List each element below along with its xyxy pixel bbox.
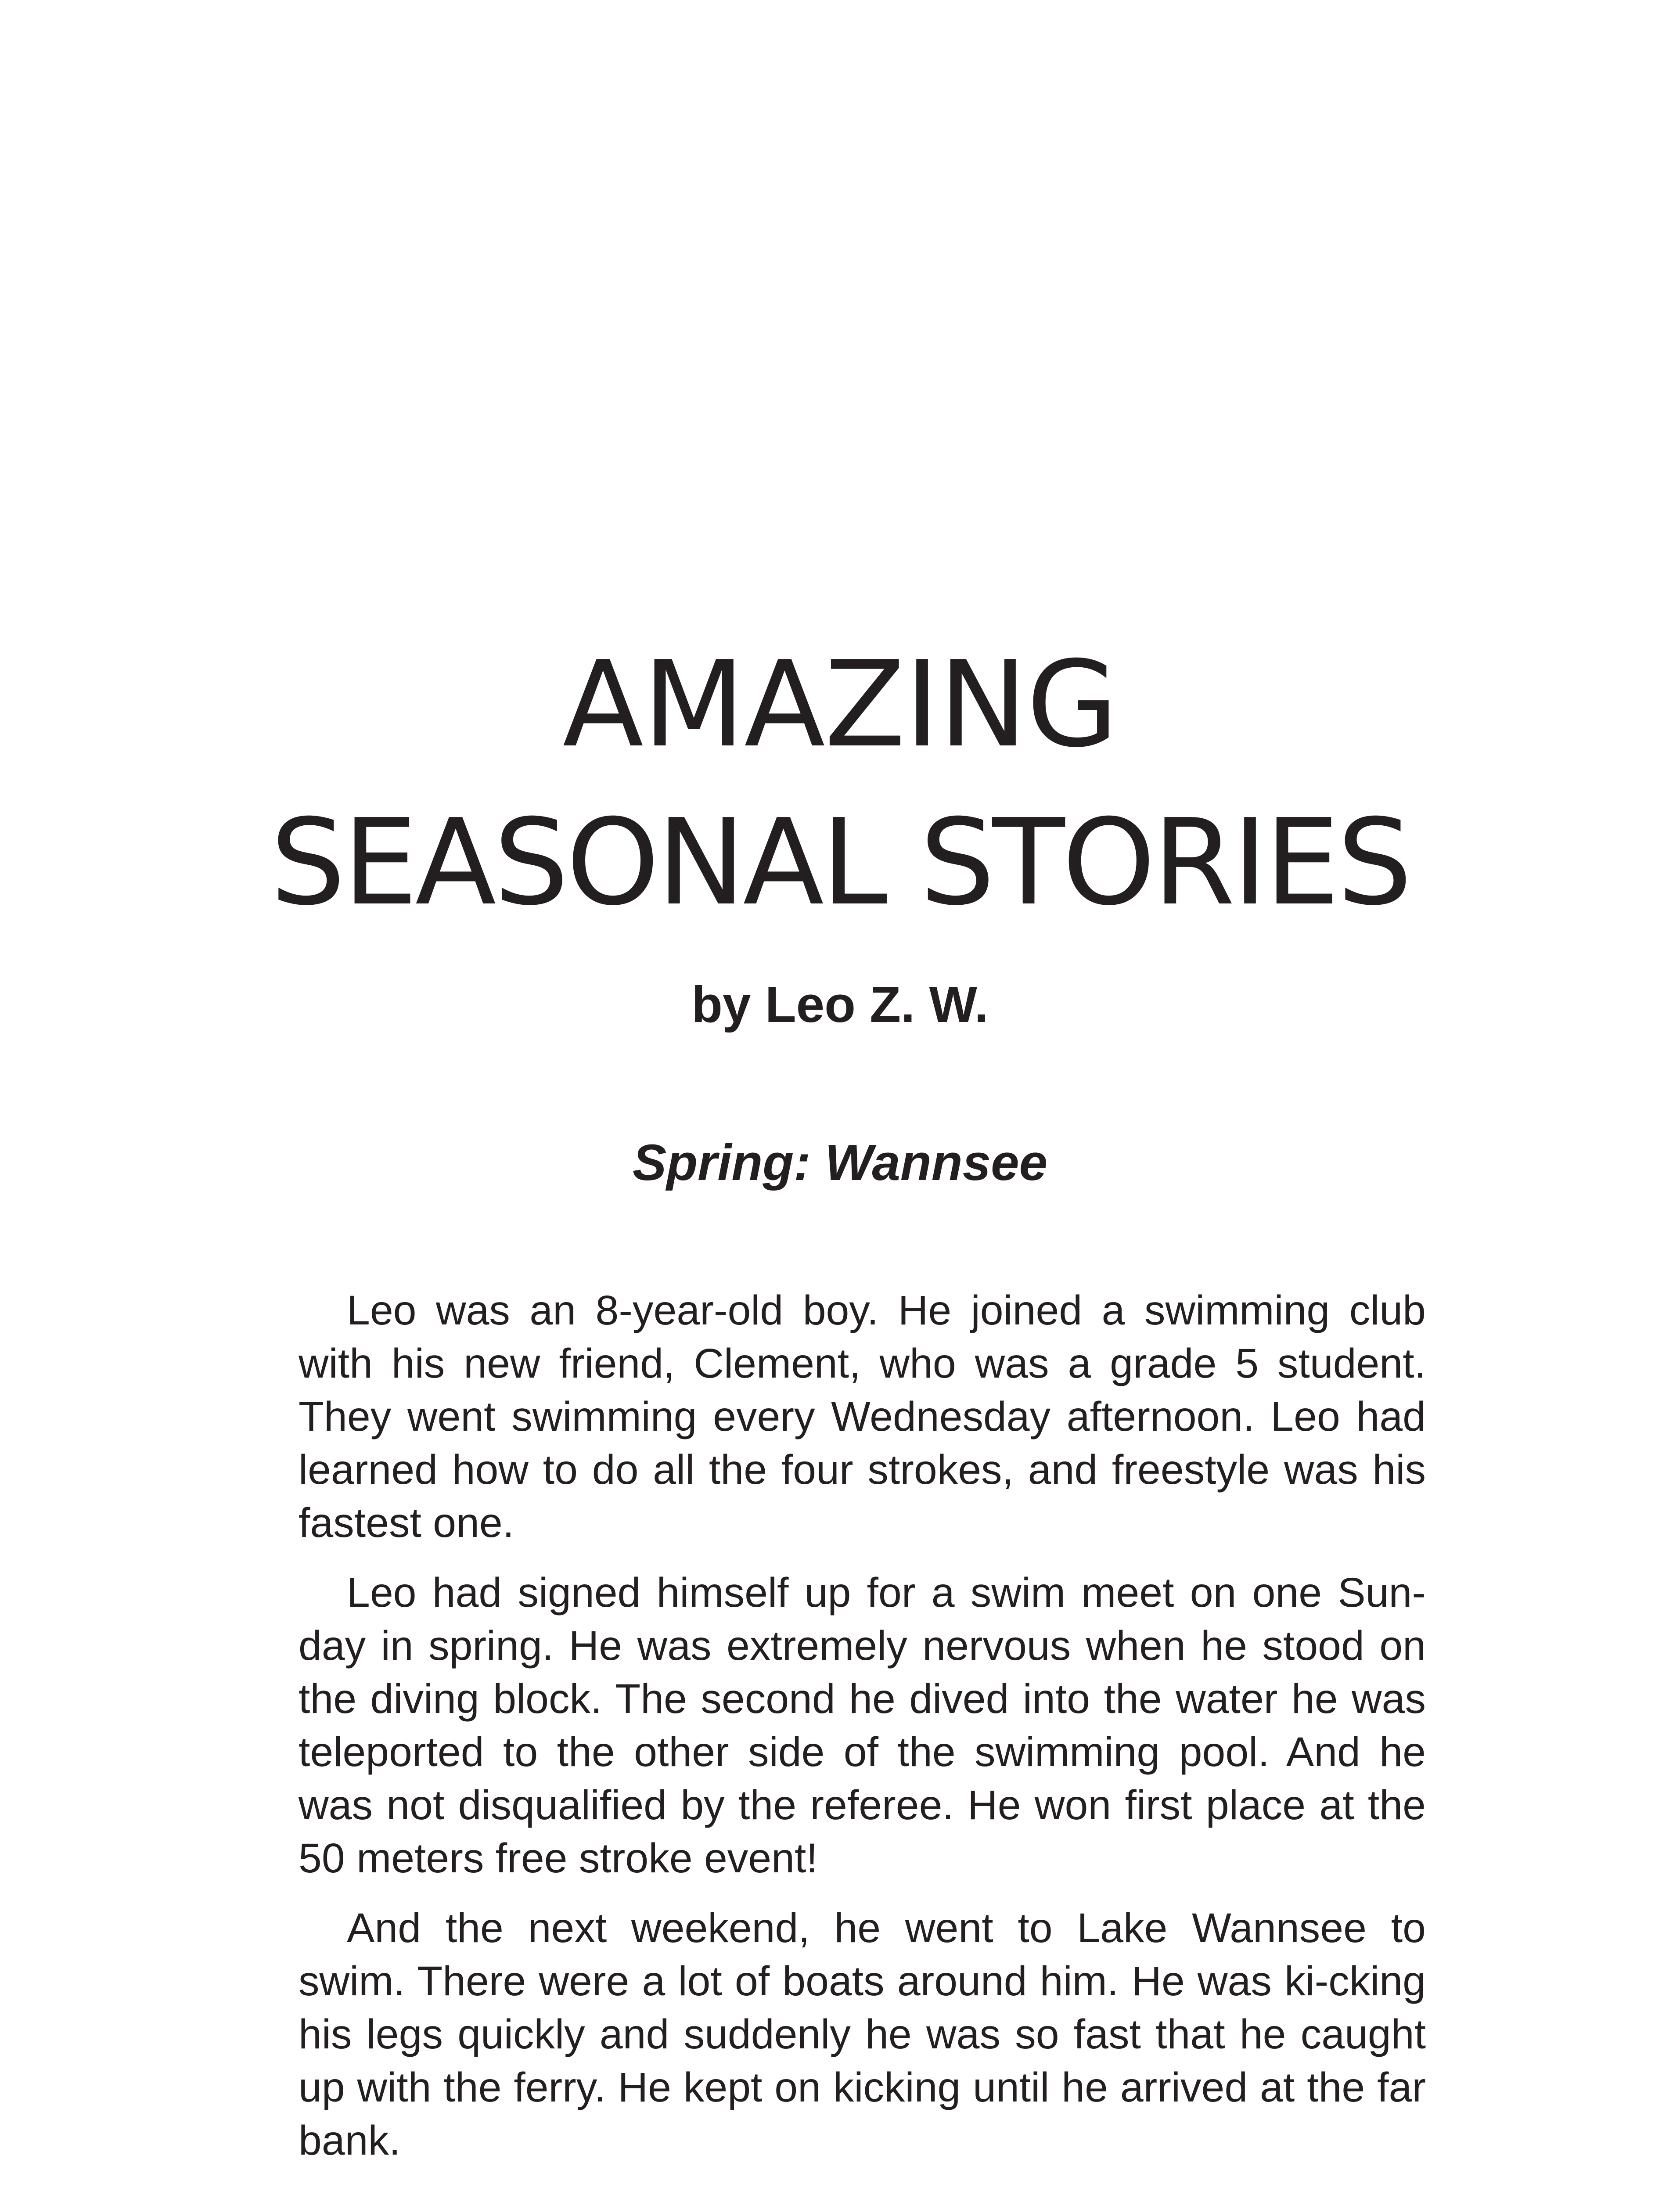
paragraph-2: Leo had signed himself up for a swim meet on one Sun-day in spring. He was extremely nervous when he stood on the diving block. The second he dived into the water he was teleported to the other side of the swimming pool. And he was not disqualified by the referee. He won first place at the 50 meters free stroke event! <box>299 1569 1426 1882</box>
section-heading: Spring: Wannsee <box>632 1134 1048 1191</box>
book-title-line-2: SEASONAL STORIES <box>270 793 1410 932</box>
book-title-line-1: AMAZING <box>562 635 1118 774</box>
author-byline: by Leo Z. W. <box>691 976 989 1033</box>
paragraph-3: And the next weekend, he went to Lake Wannsee to swim. There were a lot of boats around him. He was ki-cking his legs quickly and suddenly he was so fast that he caught up with the ferry. He kept on kicking until he arrived at the far bank. <box>299 1905 1426 2164</box>
paragraph-1: Leo was an 8-year-old boy. He joined a swimming club with his new friend, Clement, who was a grade 5 student. They went swimming every Wednesday afternoon. Leo had learned how to do all the four strokes, and freestyle was his fastest one. <box>299 1287 1426 1546</box>
story-body <box>299 1284 1426 2184</box>
